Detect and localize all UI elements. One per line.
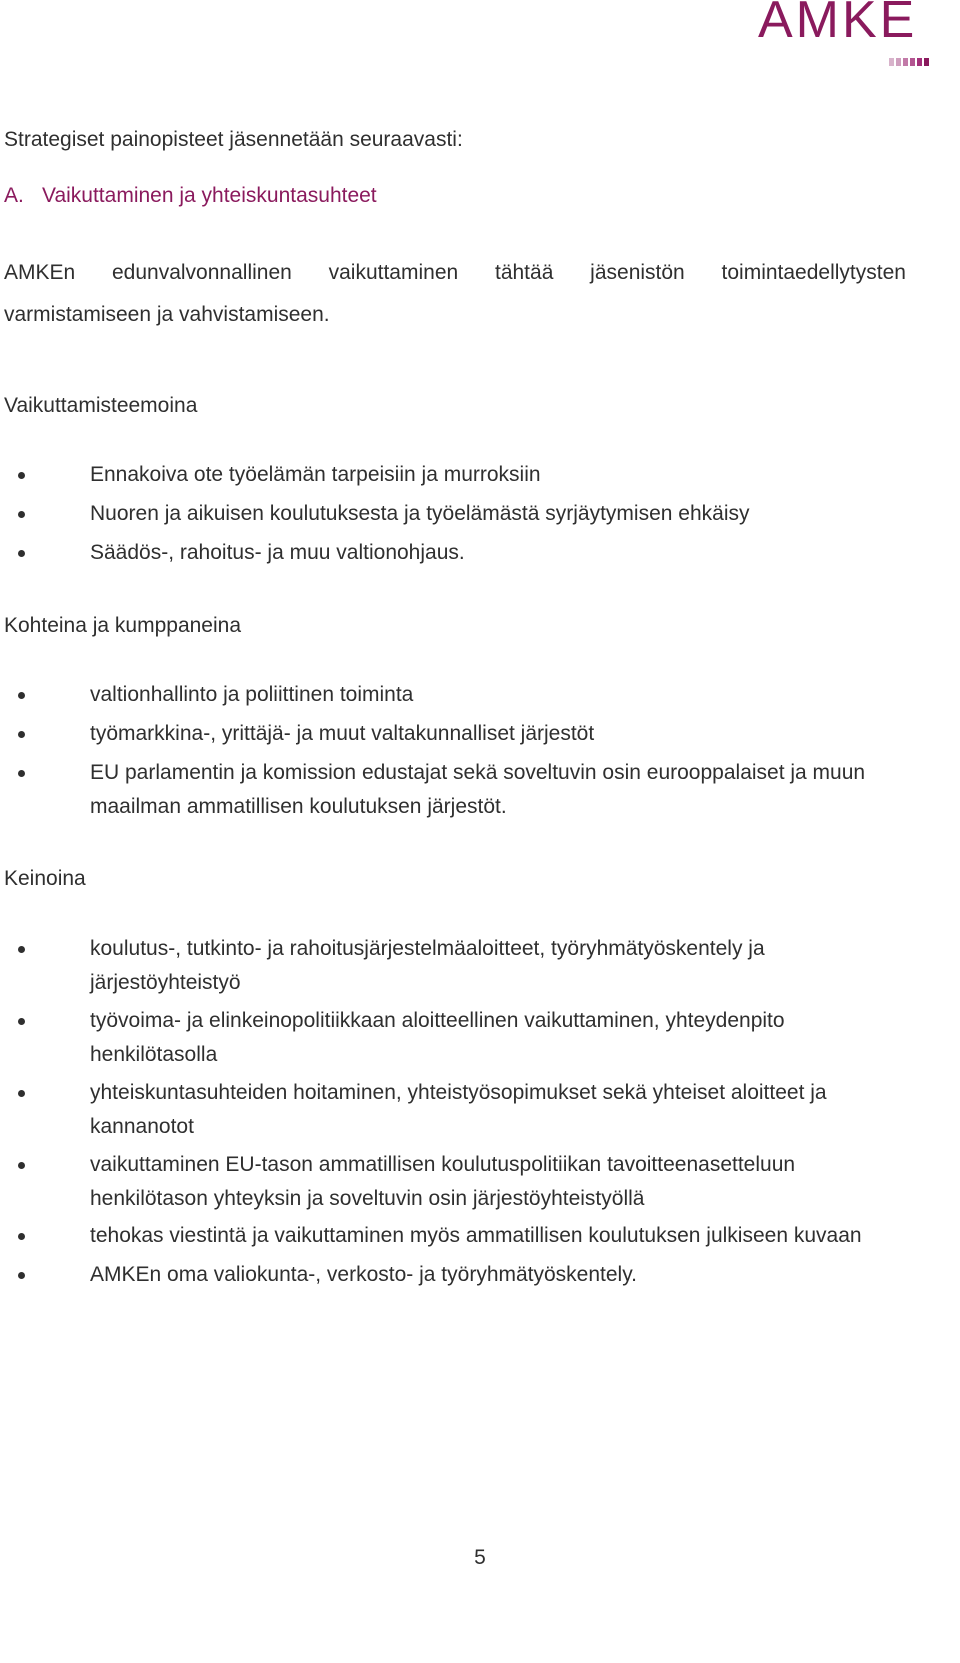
bullet-icon bbox=[18, 1090, 25, 1097]
bullet-icon bbox=[18, 692, 25, 699]
list-item-text: yhteiskuntasuhteiden hoitaminen, yhteistyösopimukset sekä yhteiset aloitteet ja kannanotot bbox=[90, 1081, 827, 1138]
list-item-text: Ennakoiva ote työelämän tarpeisiin ja murroksiin bbox=[90, 463, 541, 486]
bullet-icon bbox=[18, 1018, 25, 1025]
paragraph-word: toimintaedellytysten bbox=[721, 261, 906, 284]
bullet-icon bbox=[18, 946, 25, 953]
logo-color-bars bbox=[889, 58, 929, 66]
intro-text: Strategiset painopisteet jäsennetään seuraavasti: bbox=[4, 128, 463, 151]
bullet-icon bbox=[18, 1233, 25, 1240]
section-heading bbox=[4, 185, 377, 206]
page-number: 5 bbox=[474, 1546, 486, 1569]
list-item-text: vaikuttaminen EU-tason ammatillisen koulutuspolitiikan tavoitteenasetteluun henkilötason yhteyksin ja soveltuvin osin järjestöyhteistyöllä bbox=[90, 1153, 796, 1210]
section-title: Vaikuttaminen ja yhteiskuntasuhteet bbox=[42, 184, 377, 207]
paragraph-line-1 bbox=[4, 261, 906, 285]
logo-bar bbox=[903, 58, 908, 66]
list-item-text: Säädös-, rahoitus- ja muu valtionohjaus. bbox=[90, 541, 465, 564]
list-item-text: työmarkkina-, yrittäjä- ja muut valtakunnalliset järjestöt bbox=[90, 722, 595, 745]
logo-text: AMKE bbox=[758, 0, 918, 49]
bullet-icon bbox=[18, 731, 25, 738]
list-item-text: työvoima- ja elinkeinopolitiikkaan aloitteellinen vaikuttaminen, yhteydenpito henkilötasolla bbox=[90, 1009, 785, 1066]
paragraph-word: AMKEn bbox=[4, 261, 76, 284]
list-item-text: EU parlamentin ja komission edustajat sekä soveltuvin osin eurooppalaiset ja muun maailman ammatillisen koulutuksen järjestöt. bbox=[90, 761, 866, 818]
paragraph-word: tähtää bbox=[494, 261, 554, 284]
bullet-icon bbox=[18, 1162, 25, 1169]
logo-bar bbox=[896, 58, 901, 66]
bullet-icon bbox=[18, 770, 25, 777]
list-item-text: tehokas viestintä ja vaikuttaminen myös ammatillisen koulutuksen julkiseen kuvaan bbox=[90, 1224, 862, 1247]
section-letter: A. bbox=[4, 184, 24, 207]
bullet-icon bbox=[18, 1272, 25, 1279]
logo-bar bbox=[917, 58, 922, 66]
bullet-icon bbox=[18, 550, 25, 557]
list-item-text: valtionhallinto ja poliittinen toiminta bbox=[90, 683, 414, 706]
paragraph-word: jäsenistön bbox=[590, 261, 685, 284]
paragraph-word: edunvalvonnallinen bbox=[112, 261, 292, 284]
logo-bar bbox=[910, 58, 915, 66]
themes-heading: Vaikuttamisteemoina bbox=[4, 394, 198, 417]
partners-heading: Kohteina ja kumppaneina bbox=[4, 614, 242, 637]
list-item-text: Nuoren ja aikuisen koulutuksesta ja työelämästä syrjäytymisen ehkäisy bbox=[90, 502, 750, 525]
paragraph-word: vaikuttaminen bbox=[328, 261, 459, 284]
list-item-text: koulutus-, tutkinto- ja rahoitusjärjestelmäaloitteet, työryhmätyöskentely ja järjestöyhteistyö bbox=[90, 937, 765, 994]
bullet-icon bbox=[18, 472, 25, 479]
amke-logo bbox=[758, 0, 940, 70]
paragraph-line-2: varmistamiseen ja vahvistamiseen. bbox=[4, 303, 330, 326]
logo-bar bbox=[924, 58, 929, 66]
bullet-icon bbox=[18, 511, 25, 518]
list-item-text: AMKEn oma valiokunta-, verkosto- ja työryhmätyöskentely. bbox=[90, 1263, 637, 1286]
logo-bar bbox=[889, 58, 894, 66]
means-heading: Keinoina bbox=[4, 867, 86, 890]
